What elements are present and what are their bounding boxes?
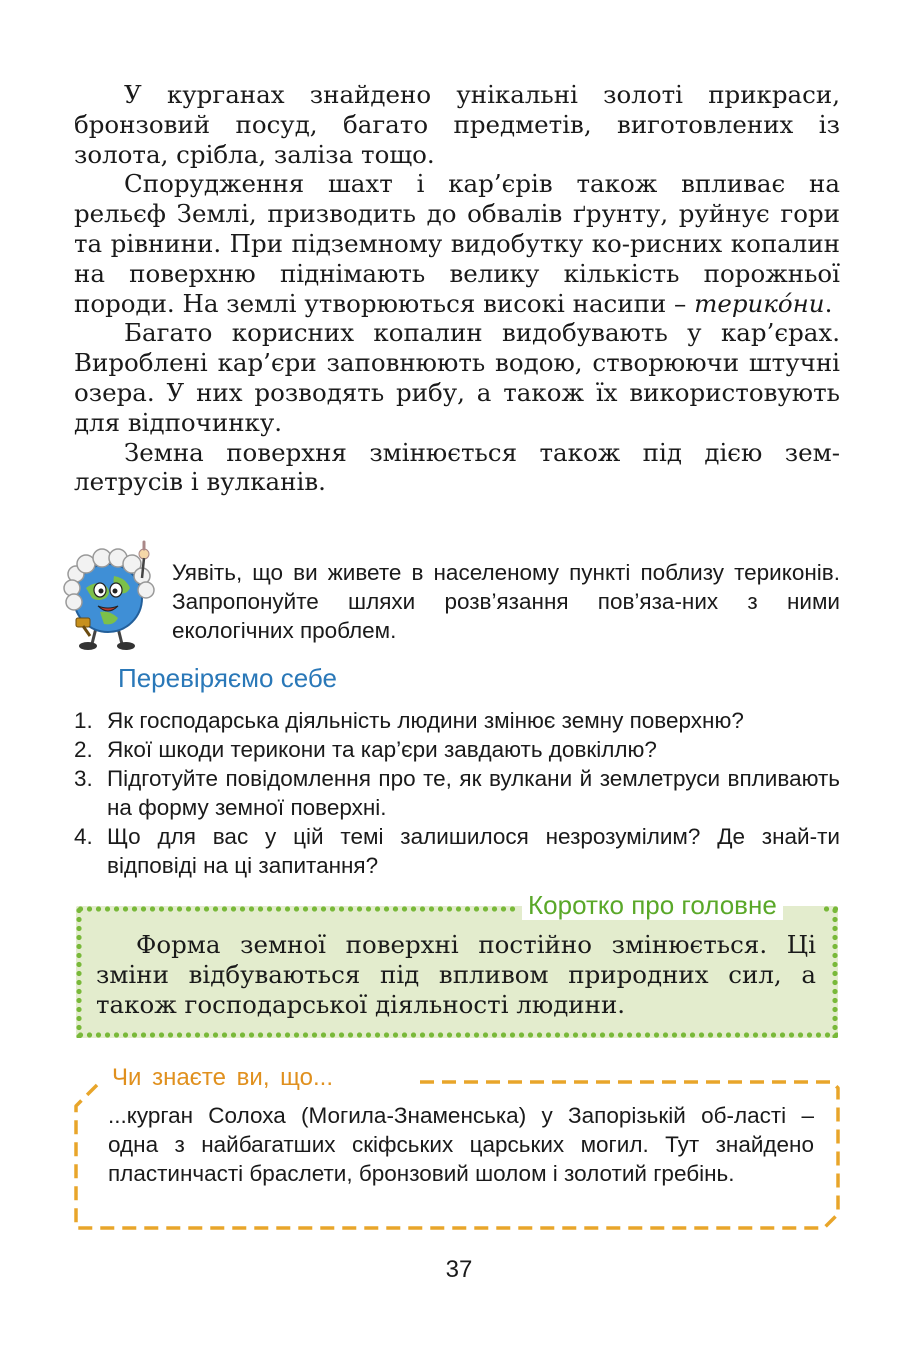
summary-dotted-border: [76, 906, 516, 912]
summary-dotted-border: [832, 906, 838, 1038]
term-terykony: терико́ни: [694, 288, 825, 318]
summary-dotted-border: [76, 1032, 838, 1038]
question-number: 3.: [74, 766, 93, 791]
question-item: [74, 706, 840, 735]
main-text: [74, 80, 840, 497]
question-text: Що для вас у цій темі залишилося незрозумілим? Де знай-ти відповіді на ці запитання?: [107, 824, 840, 878]
did-you-know-text: ...курган Солоха (Могила-Знаменська) у Запорізькій об-ласті – одна з найбагатших скіфських царських могил. Тут знайдено пластинчасті браслети, бронзовий шолом і золотий гребінь.: [108, 1103, 814, 1186]
question-item: [74, 764, 840, 822]
summary-title: Коротко про головне: [522, 890, 783, 920]
question-number: 1.: [74, 708, 93, 733]
review-questions: [74, 706, 840, 880]
question-item: [74, 822, 840, 880]
paragraph-2: [74, 169, 840, 318]
question-item: [74, 735, 840, 764]
question-text: Підготуйте повідомлення про те, як вулкани й землетруси впливають на форму земної поверхні.: [107, 766, 840, 820]
summary-dotted-border: [76, 906, 82, 1038]
did-you-know-title: Чи знаєте ви, що...: [112, 1064, 333, 1091]
paragraph-4: Земна поверхня змінюється також під дією зем-летрусів і вулканів.: [74, 437, 840, 497]
question-number: 2.: [74, 737, 93, 762]
question-text: Як господарська діяльність людини змінює земну поверхню?: [107, 708, 744, 733]
paragraph-2-end: .: [824, 288, 833, 318]
summary-text: Форма земної поверхні постійно змінюється. Ці зміни відбуваються під впливом природних сил, а також господарської діяльності людини.: [96, 930, 816, 1019]
paragraph-2-text: Спорудження шахт і кар’єрів також впливає на рельєф Землі, призводить до обвалів ґрунту, руйнує гори та рівнини. При підземному видобутку ко-рисних копалин на поверхню піднімають велику кількість порожньої породи. На землі утворюються високі насипи –: [74, 169, 840, 318]
globe-mascot-icon: [56, 540, 160, 652]
review-title: Перевіряємо себе: [118, 663, 337, 693]
question-text: Якої шкоди терикони та кар’єри завдають довкіллю?: [107, 737, 657, 762]
question-number: 4.: [74, 824, 93, 849]
paragraph-3: Багато корисних копалин видобувають у кар’єрах. Вироблені кар’єри заповнюють водою, створюючи штучні озера. У них розводять рибу, а також їх використовують для відпочинку.: [74, 318, 840, 437]
page-number: 37: [445, 1256, 473, 1283]
summary-box: [76, 890, 838, 1038]
paragraph-1: У курганах знайдено унікальні золоті прикраси, бронзовий посуд, багато предметів, виготовлених із золота, срібла, заліза тощо.: [74, 80, 840, 169]
task-text: Уявіть, що ви живете в населеному пункті поблизу териконів. Запропонуйте шляхи розв’язання пов’яза-них з ними екологічних проблем.: [172, 560, 840, 643]
